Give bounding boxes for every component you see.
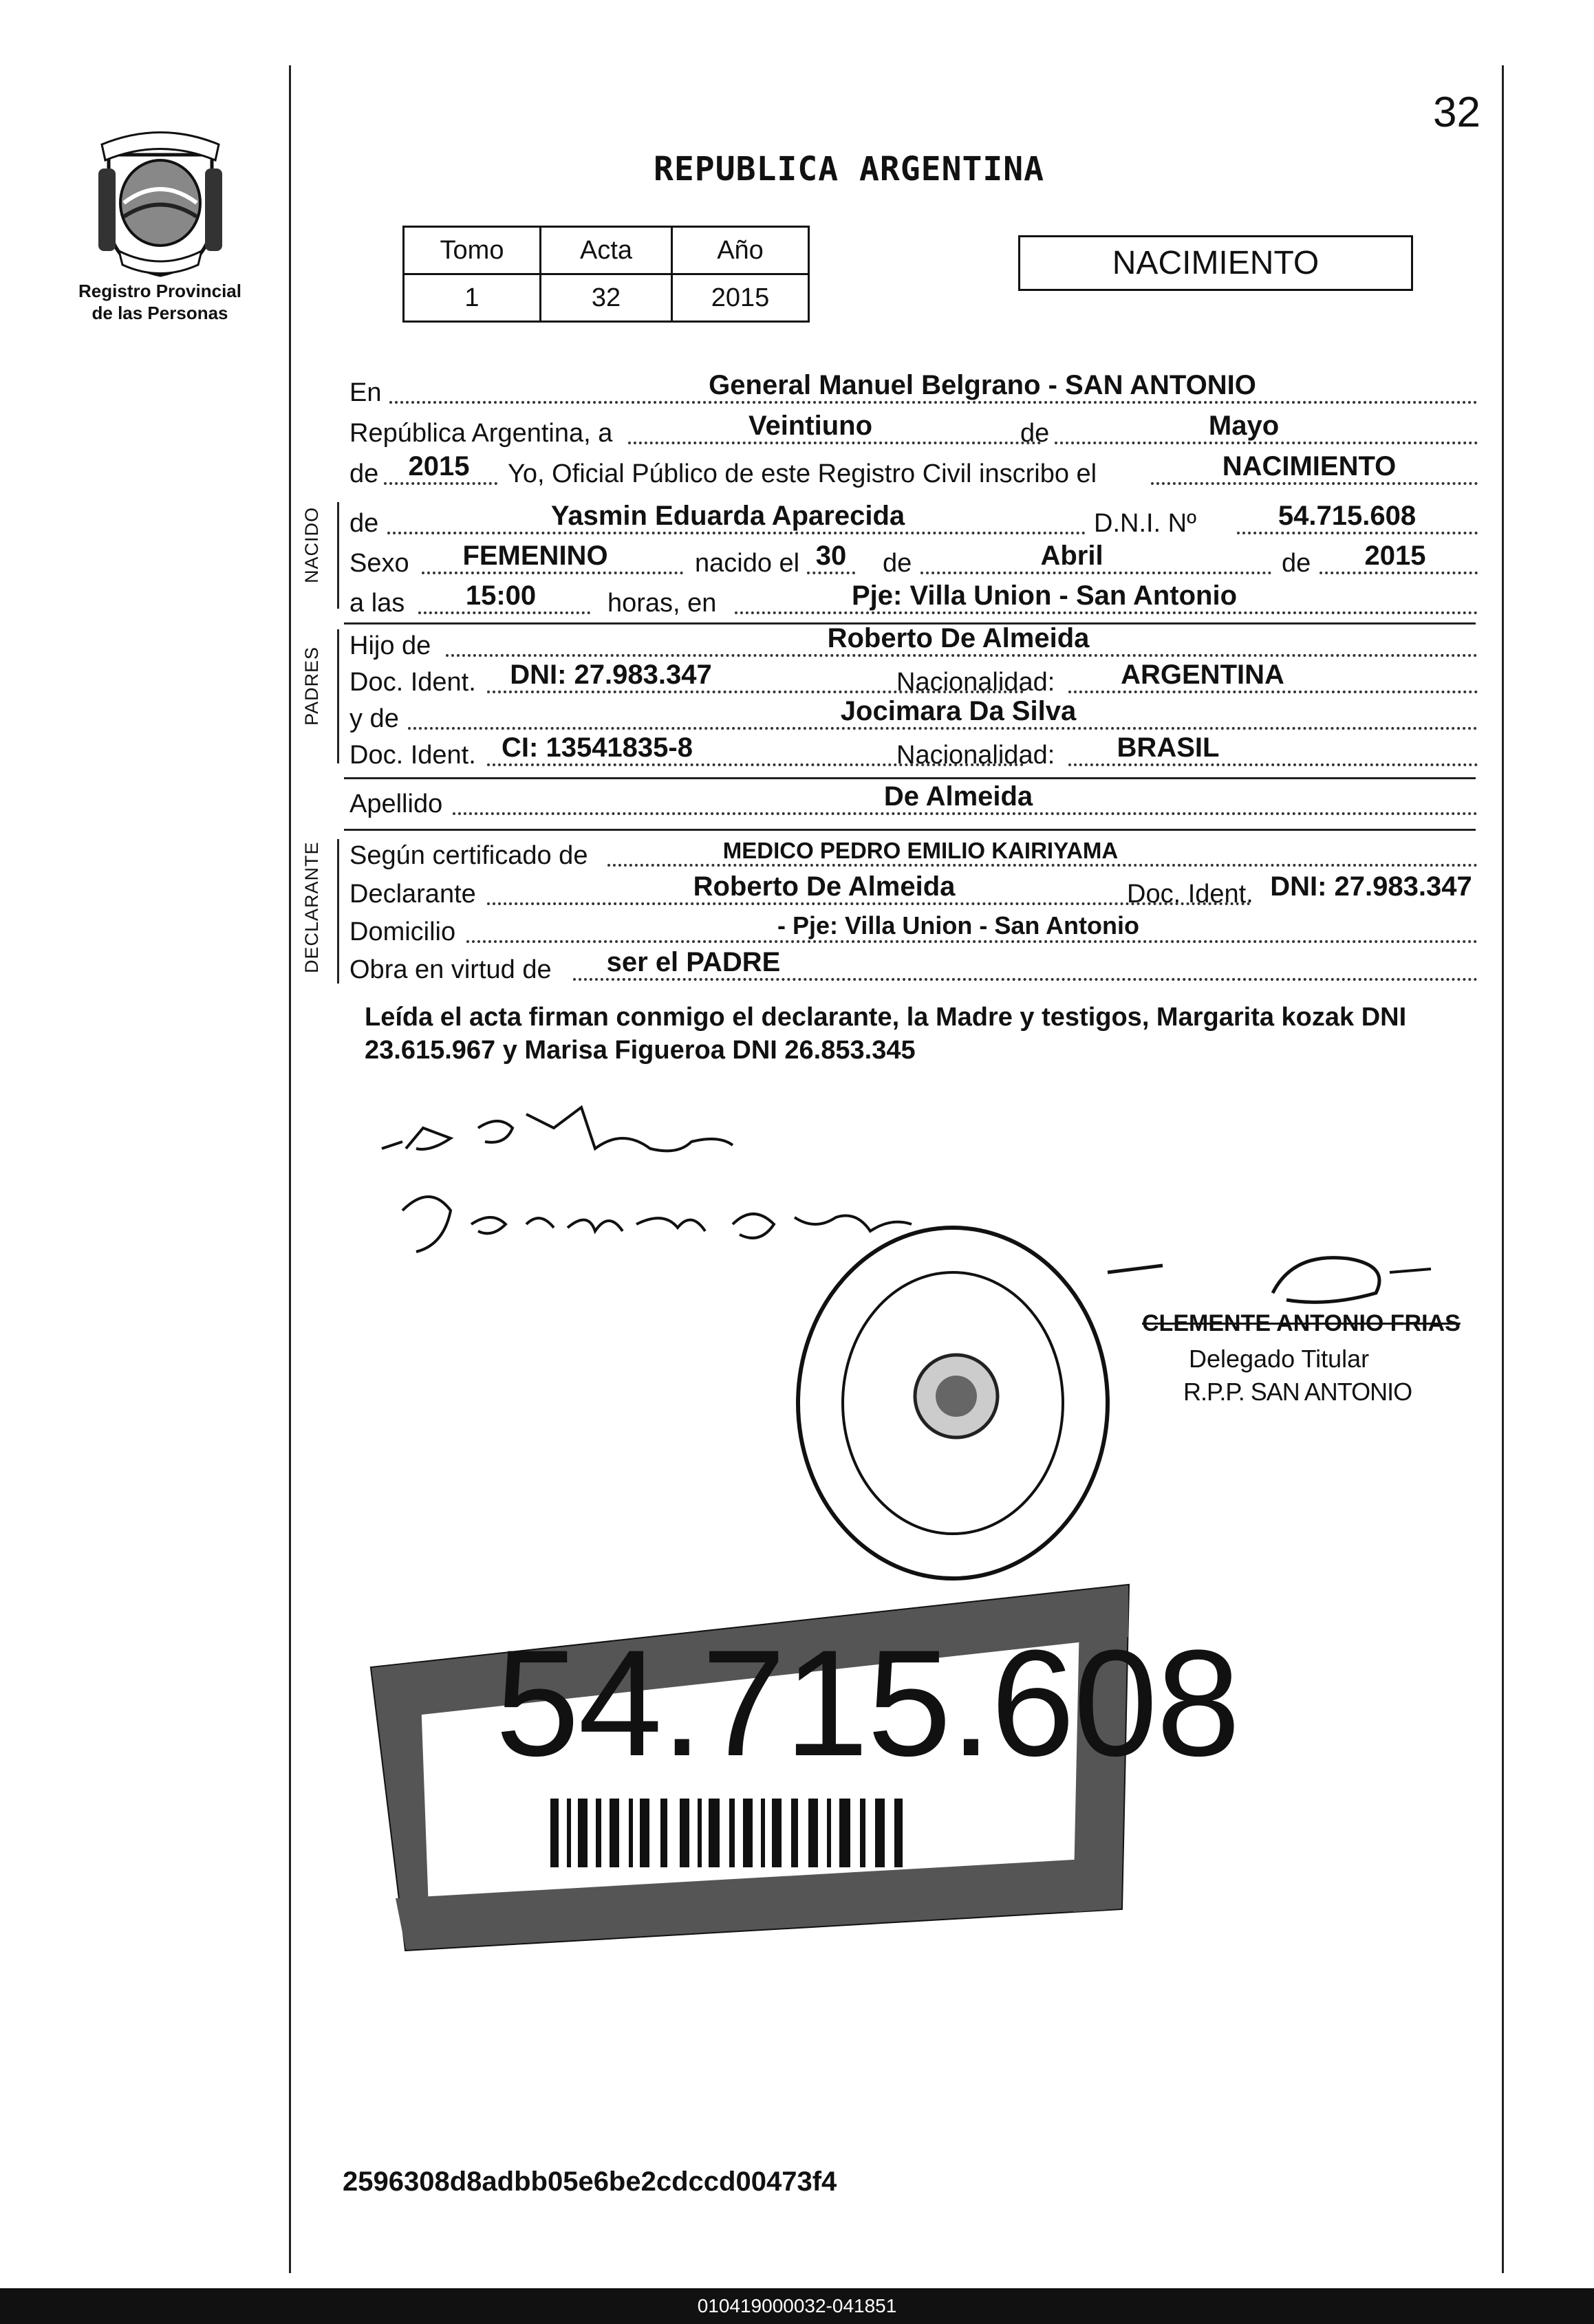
value-nacido-name: Yasmin Eduarda Aparecida — [550, 501, 905, 531]
value-sexo: FEMENINO — [462, 541, 608, 571]
registry-label-2: de las Personas — [91, 303, 228, 323]
value-ano: 2015 — [672, 274, 809, 322]
label-de-birth-year: de — [1282, 549, 1311, 578]
value-tomo: 1 — [404, 274, 541, 322]
label-republica: República Argentina, a — [349, 419, 613, 448]
separator-apellido — [344, 829, 1476, 831]
row-y-de — [349, 695, 1478, 734]
value-birth-year: 2015 — [1364, 541, 1426, 571]
closing-note: Leída el acta firman conmigo el declarante, la Madre y testigos, Margarita kozak DNI 23.615.967 y Marisa Figueroa DNI 26.853.345 — [365, 1003, 1407, 1065]
row-segun — [349, 832, 1478, 871]
label-oficial: Yo, Oficial Público de este Registro Civil inscribo el — [508, 459, 1097, 488]
row-sexo — [349, 540, 1478, 578]
header-acta: Acta — [541, 227, 672, 274]
row-declarante — [349, 871, 1478, 909]
label-father-nat: Nacionalidad: — [896, 668, 1055, 697]
label-apellido: Apellido — [349, 790, 443, 818]
label-dni: D.N.I. Nº — [1094, 509, 1196, 538]
label-father-doc: Doc. Ident. — [349, 668, 476, 697]
value-mother-nat: BRASIL — [1117, 732, 1220, 763]
value-day: Veintiuno — [748, 411, 872, 441]
value-acta: 32 — [541, 274, 672, 322]
label-y-de: y de — [349, 704, 399, 733]
value-hour: 15:00 — [465, 580, 537, 611]
row-hijo-de — [349, 622, 1478, 661]
value-mother: Jocimara Da Silva — [840, 696, 1077, 726]
row-mother-doc — [349, 732, 1478, 770]
value-father-doc: DNI: 27.983.347 — [510, 660, 712, 690]
label-declarante: Declarante — [349, 880, 476, 909]
value-obra: ser el PADRE — [606, 947, 781, 977]
label-hijo-de: Hijo de — [349, 631, 431, 660]
row-nacido-name — [349, 500, 1478, 539]
label-de-month: de — [1020, 419, 1050, 448]
value-year: 2015 — [408, 451, 470, 481]
country-title: REPUBLICA ARGENTINA — [654, 150, 1045, 188]
row-en — [349, 369, 1478, 408]
value-inscribo: NACIMIENTO — [1222, 451, 1397, 481]
value-place: Pje: Villa Union - San Antonio — [851, 580, 1238, 611]
official-title: Delegado Titular — [1189, 1345, 1370, 1373]
padres-bar — [337, 629, 339, 763]
section-nacido: NACIDO — [301, 506, 322, 583]
label-obra: Obra en virtud de — [349, 955, 552, 984]
value-mother-doc: CI: 13541835-8 — [502, 732, 693, 763]
label-domicilio: Domicilio — [349, 917, 456, 946]
value-birth-day: 30 — [815, 541, 847, 571]
label-en: En — [349, 378, 382, 407]
page-number: 32 — [1433, 89, 1480, 136]
footer-code: 010419000032-041851 — [0, 2288, 1594, 2324]
section-declarante: DECLARANTE — [301, 841, 322, 973]
value-decl-doc: DNI: 27.983.347 — [1270, 871, 1472, 902]
row-apellido — [349, 781, 1478, 819]
barcode-number: 54.715.608 — [495, 1618, 1240, 1788]
value-segun: MEDICO PEDRO EMILIO KAIRIYAMA — [722, 838, 1119, 863]
value-birth-month: Abril — [1040, 541, 1103, 571]
registry-label: Registro Provincial — [78, 281, 241, 301]
act-type-box: NACIMIENTO — [1018, 235, 1413, 291]
section-padres: PADRES — [301, 646, 322, 726]
record-table — [402, 226, 810, 323]
declarante-bar — [337, 839, 339, 984]
official-office: R.P.P. SAN ANTONIO — [1183, 1378, 1412, 1406]
official-seal — [791, 1221, 1114, 1585]
official-name: CLEMENTE ANTONIO FRIAS — [1142, 1310, 1461, 1336]
signature-father — [375, 1087, 788, 1176]
row-father-doc — [349, 659, 1478, 697]
document-hash: 2596308d8adbb05e6be2cdccd00473f4 — [343, 2166, 837, 2197]
value-father-nat: ARGENTINA — [1121, 660, 1284, 690]
label-mother-nat: Nacionalidad: — [896, 741, 1055, 770]
left-margin-line — [289, 65, 291, 2273]
label-segun: Según certificado de — [349, 841, 588, 870]
header-tomo: Tomo — [404, 227, 541, 274]
row-obra — [349, 946, 1478, 985]
nacido-bar — [337, 502, 339, 609]
label-horas-en: horas, en — [607, 589, 717, 618]
label-mother-doc: Doc. Ident. — [349, 741, 476, 770]
label-de-name: de — [349, 509, 379, 538]
label-decl-doc: Doc. Ident. — [1127, 880, 1253, 909]
value-dni: 54.715.608 — [1278, 501, 1417, 531]
value-month: Mayo — [1208, 411, 1280, 441]
value-apellido: De Almeida — [883, 781, 1033, 812]
value-father: Roberto De Almeida — [827, 623, 1090, 653]
record-value-row — [404, 274, 809, 322]
row-republica — [349, 410, 1478, 448]
label-a-las: a las — [349, 589, 405, 618]
value-declarante: Roberto De Almeida — [693, 871, 956, 902]
value-domicilio: - Pje: Villa Union - San Antonio — [777, 911, 1139, 940]
value-en: General Manuel Belgrano - SAN ANTONIO — [709, 370, 1256, 400]
row-hora — [349, 580, 1478, 618]
label-sexo: Sexo — [349, 549, 409, 578]
label-de-year: de — [349, 459, 379, 488]
label-de-birth-month: de — [883, 549, 912, 578]
label-nacido-el: nacido el — [695, 549, 800, 578]
right-margin-line — [1502, 65, 1504, 2273]
row-year — [349, 450, 1478, 489]
separator-padres — [344, 777, 1476, 779]
record-header-row — [404, 227, 809, 274]
row-domicilio — [349, 909, 1478, 947]
header-ano: Año — [672, 227, 809, 274]
provincia-misiones-emblem — [81, 127, 239, 279]
